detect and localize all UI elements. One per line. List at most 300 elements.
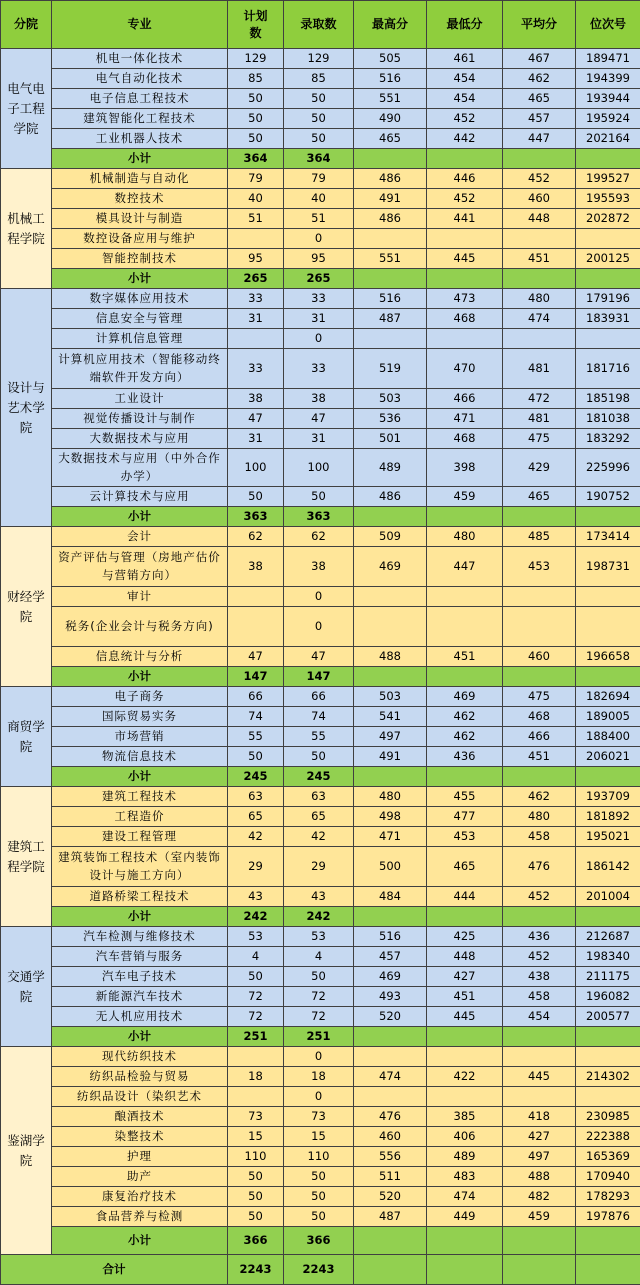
table-row: [1, 289, 640, 309]
min-score-cell: 442: [427, 129, 503, 149]
subtotal-row: [1, 667, 640, 687]
subtotal-label: 小计: [52, 507, 228, 527]
admitted-cell: 50: [284, 129, 354, 149]
min-score-cell: 453: [427, 827, 503, 847]
avg-score-cell: 429: [503, 449, 576, 487]
major-cell: 新能源汽车技术: [52, 987, 228, 1007]
major-cell: 大数据技术与应用（中外合作办学）: [52, 449, 228, 487]
rank-cell: [576, 587, 640, 607]
min-score-cell: 468: [427, 309, 503, 329]
max-score-cell: 490: [354, 109, 427, 129]
major-cell: 视觉传播设计与制作: [52, 409, 228, 429]
subtotal-empty-cell: [503, 767, 576, 787]
admitted-cell: 0: [284, 607, 354, 647]
plan-cell: 50: [228, 487, 284, 507]
rank-cell: 173414: [576, 527, 640, 547]
major-cell: 食品营养与检测: [52, 1207, 228, 1227]
major-cell: 现代纺织技术: [52, 1047, 228, 1067]
plan-cell: 85: [228, 69, 284, 89]
rank-cell: 200577: [576, 1007, 640, 1027]
min-score-cell: 477: [427, 807, 503, 827]
plan-cell: 65: [228, 807, 284, 827]
major-cell: 电子信息工程技术: [52, 89, 228, 109]
rank-cell: 181892: [576, 807, 640, 827]
avg-score-cell: 447: [503, 129, 576, 149]
subtotal-row: [1, 1027, 640, 1047]
max-score-cell: [354, 329, 427, 349]
avg-score-cell: 458: [503, 827, 576, 847]
admitted-cell: 50: [284, 1167, 354, 1187]
table-row: [1, 987, 640, 1007]
plan-cell: [228, 229, 284, 249]
header-major: 专业: [52, 1, 228, 49]
table-row: [1, 1127, 640, 1147]
admitted-cell: 50: [284, 89, 354, 109]
admitted-cell: 0: [284, 1047, 354, 1067]
major-cell: 建设工程管理: [52, 827, 228, 847]
college-name: 财经学院: [1, 527, 52, 687]
admitted-cell: 50: [284, 967, 354, 987]
avg-score-cell: 481: [503, 349, 576, 389]
min-score-cell: 454: [427, 69, 503, 89]
subtotal-row: [1, 269, 640, 289]
table-row: [1, 707, 640, 727]
plan-cell: 50: [228, 1187, 284, 1207]
avg-score-cell: 482: [503, 1187, 576, 1207]
subtotal-empty-cell: [427, 1027, 503, 1047]
plan-cell: 62: [228, 527, 284, 547]
min-score-cell: 462: [427, 707, 503, 727]
avg-score-cell: 467: [503, 49, 576, 69]
admitted-cell: 74: [284, 707, 354, 727]
plan-cell: [228, 587, 284, 607]
admitted-cell: 63: [284, 787, 354, 807]
max-score-cell: 509: [354, 527, 427, 547]
subtotal-label: 小计: [52, 667, 228, 687]
min-score-cell: 471: [427, 409, 503, 429]
avg-score-cell: 453: [503, 547, 576, 587]
min-score-cell: 473: [427, 289, 503, 309]
major-cell: 工业机器人技术: [52, 129, 228, 149]
avg-score-cell: 452: [503, 169, 576, 189]
admitted-cell: 50: [284, 1207, 354, 1227]
plan-cell: 33: [228, 289, 284, 309]
rank-cell: 199527: [576, 169, 640, 189]
total-label: 合计: [1, 1255, 228, 1285]
college-name: 建筑工程学院: [1, 787, 52, 927]
avg-score-cell: 418: [503, 1107, 576, 1127]
major-cell: 数控技术: [52, 189, 228, 209]
admitted-cell: 40: [284, 189, 354, 209]
max-score-cell: 493: [354, 987, 427, 1007]
admitted-cell: 73: [284, 1107, 354, 1127]
table-row: [1, 487, 640, 507]
avg-score-cell: 459: [503, 1207, 576, 1227]
table-row: [1, 69, 640, 89]
table-row: [1, 129, 640, 149]
table-row: [1, 787, 640, 807]
avg-score-cell: 462: [503, 69, 576, 89]
plan-cell: 129: [228, 49, 284, 69]
subtotal-label: 小计: [52, 1227, 228, 1255]
max-score-cell: [354, 1087, 427, 1107]
subtotal-row: [1, 767, 640, 787]
rank-cell: 197876: [576, 1207, 640, 1227]
admitted-cell: 55: [284, 727, 354, 747]
max-score-cell: 484: [354, 887, 427, 907]
avg-score-cell: 466: [503, 727, 576, 747]
min-score-cell: 449: [427, 1207, 503, 1227]
max-score-cell: 551: [354, 249, 427, 269]
subtotal-empty-cell: [354, 1227, 427, 1255]
table-row: [1, 687, 640, 707]
max-score-cell: 486: [354, 169, 427, 189]
major-cell: 云计算技术与应用: [52, 487, 228, 507]
rank-cell: 183931: [576, 309, 640, 329]
plan-cell: [228, 1047, 284, 1067]
rank-cell: [576, 607, 640, 647]
subtotal-admitted: 364: [284, 149, 354, 169]
major-cell: 机电一体化技术: [52, 49, 228, 69]
rank-cell: 189005: [576, 707, 640, 727]
min-score-cell: 469: [427, 687, 503, 707]
college-name: 交通学院: [1, 927, 52, 1047]
avg-score-cell: 475: [503, 687, 576, 707]
header-max-score: 最高分: [354, 1, 427, 49]
rank-cell: 189471: [576, 49, 640, 69]
max-score-cell: 556: [354, 1147, 427, 1167]
plan-cell: 66: [228, 687, 284, 707]
min-score-cell: 425: [427, 927, 503, 947]
avg-score-cell: 472: [503, 389, 576, 409]
subtotal-empty-cell: [427, 507, 503, 527]
rank-cell: 185198: [576, 389, 640, 409]
table-row: [1, 847, 640, 887]
table-row: [1, 947, 640, 967]
min-score-cell: 474: [427, 1187, 503, 1207]
admitted-cell: 95: [284, 249, 354, 269]
admitted-cell: 0: [284, 329, 354, 349]
table-row: [1, 109, 640, 129]
rank-cell: 165369: [576, 1147, 640, 1167]
max-score-cell: [354, 229, 427, 249]
rank-cell: 206021: [576, 747, 640, 767]
min-score-cell: 406: [427, 1127, 503, 1147]
min-score-cell: 452: [427, 109, 503, 129]
college-name: 鉴湖学院: [1, 1047, 52, 1255]
table-row: [1, 1207, 640, 1227]
max-score-cell: 491: [354, 189, 427, 209]
plan-cell: 18: [228, 1067, 284, 1087]
subtotal-empty-cell: [503, 507, 576, 527]
admitted-cell: 38: [284, 547, 354, 587]
admitted-cell: 47: [284, 409, 354, 429]
major-cell: 计算机应用技术（智能移动终端软件开发方向）: [52, 349, 228, 389]
min-score-cell: 451: [427, 987, 503, 1007]
min-score-cell: [427, 1087, 503, 1107]
avg-score-cell: 480: [503, 289, 576, 309]
min-score-cell: 489: [427, 1147, 503, 1167]
table-row: [1, 587, 640, 607]
subtotal-empty-cell: [576, 269, 640, 289]
avg-score-cell: 462: [503, 787, 576, 807]
plan-cell: [228, 1087, 284, 1107]
avg-score-cell: 452: [503, 947, 576, 967]
subtotal-empty-cell: [503, 269, 576, 289]
rank-cell: 212687: [576, 927, 640, 947]
subtotal-empty-cell: [427, 269, 503, 289]
plan-cell: 55: [228, 727, 284, 747]
subtotal-empty-cell: [354, 507, 427, 527]
min-score-cell: 468: [427, 429, 503, 449]
max-score-cell: 516: [354, 289, 427, 309]
rank-cell: 196658: [576, 647, 640, 667]
admitted-cell: 15: [284, 1127, 354, 1147]
plan-cell: 73: [228, 1107, 284, 1127]
admitted-cell: 43: [284, 887, 354, 907]
rank-cell: 202872: [576, 209, 640, 229]
max-score-cell: [354, 607, 427, 647]
rank-cell: 182694: [576, 687, 640, 707]
max-score-cell: 503: [354, 687, 427, 707]
avg-score-cell: 480: [503, 807, 576, 827]
table-row: [1, 887, 640, 907]
major-cell: 建筑智能化工程技术: [52, 109, 228, 129]
plan-cell: 42: [228, 827, 284, 847]
admitted-cell: 31: [284, 309, 354, 329]
rank-cell: [576, 1087, 640, 1107]
subtotal-empty-cell: [503, 1027, 576, 1047]
plan-cell: 50: [228, 747, 284, 767]
rank-cell: 202164: [576, 129, 640, 149]
avg-score-cell: [503, 329, 576, 349]
table-row: [1, 1087, 640, 1107]
min-score-cell: 466: [427, 389, 503, 409]
rank-cell: 211175: [576, 967, 640, 987]
admitted-cell: 50: [284, 747, 354, 767]
min-score-cell: 480: [427, 527, 503, 547]
admitted-cell: 100: [284, 449, 354, 487]
subtotal-label: 小计: [52, 1027, 228, 1047]
max-score-cell: 541: [354, 707, 427, 727]
plan-cell: 74: [228, 707, 284, 727]
subtotal-plan: 366: [228, 1227, 284, 1255]
rank-cell: 190752: [576, 487, 640, 507]
table-row: [1, 209, 640, 229]
plan-cell: 51: [228, 209, 284, 229]
subtotal-admitted: 265: [284, 269, 354, 289]
min-score-cell: [427, 229, 503, 249]
rank-cell: 198340: [576, 947, 640, 967]
major-cell: 国际贸易实务: [52, 707, 228, 727]
plan-cell: 72: [228, 987, 284, 1007]
plan-cell: 43: [228, 887, 284, 907]
max-score-cell: 476: [354, 1107, 427, 1127]
max-score-cell: 519: [354, 349, 427, 389]
rank-cell: 200125: [576, 249, 640, 269]
major-cell: 电气自动化技术: [52, 69, 228, 89]
major-cell: 市场营销: [52, 727, 228, 747]
admitted-cell: 129: [284, 49, 354, 69]
max-score-cell: 457: [354, 947, 427, 967]
plan-cell: 72: [228, 1007, 284, 1027]
major-cell: 染整技术: [52, 1127, 228, 1147]
rank-cell: 170940: [576, 1167, 640, 1187]
min-score-cell: 462: [427, 727, 503, 747]
max-score-cell: 465: [354, 129, 427, 149]
table-row: [1, 49, 640, 69]
min-score-cell: 422: [427, 1067, 503, 1087]
subtotal-empty-cell: [354, 907, 427, 927]
max-score-cell: 488: [354, 647, 427, 667]
major-cell: 无人机应用技术: [52, 1007, 228, 1027]
subtotal-empty-cell: [576, 667, 640, 687]
major-cell: 工程造价: [52, 807, 228, 827]
min-score-cell: 398: [427, 449, 503, 487]
table-row: [1, 229, 640, 249]
subtotal-admitted: 366: [284, 1227, 354, 1255]
max-score-cell: [354, 1047, 427, 1067]
plan-cell: 50: [228, 89, 284, 109]
avg-score-cell: 436: [503, 927, 576, 947]
rank-cell: [576, 329, 640, 349]
subtotal-plan: 363: [228, 507, 284, 527]
rank-cell: [576, 1047, 640, 1067]
subtotal-label: 小计: [52, 767, 228, 787]
subtotal-empty-cell: [354, 1027, 427, 1047]
subtotal-admitted: 147: [284, 667, 354, 687]
rank-cell: 179196: [576, 289, 640, 309]
min-score-cell: 470: [427, 349, 503, 389]
subtotal-empty-cell: [576, 907, 640, 927]
rank-cell: 225996: [576, 449, 640, 487]
max-score-cell: 536: [354, 409, 427, 429]
subtotal-empty-cell: [354, 667, 427, 687]
min-score-cell: 445: [427, 249, 503, 269]
max-score-cell: 469: [354, 547, 427, 587]
admitted-cell: 4: [284, 947, 354, 967]
avg-score-cell: 475: [503, 429, 576, 449]
table-row: [1, 747, 640, 767]
total-empty-cell: [503, 1255, 576, 1285]
major-cell: 信息安全与管理: [52, 309, 228, 329]
plan-cell: [228, 607, 284, 647]
max-score-cell: 487: [354, 1207, 427, 1227]
avg-score-cell: 452: [503, 887, 576, 907]
header-rank: 位次号: [576, 1, 640, 49]
table-row: [1, 409, 640, 429]
plan-cell: 79: [228, 169, 284, 189]
rank-cell: 195021: [576, 827, 640, 847]
rank-cell: 186142: [576, 847, 640, 887]
college-name: 机械工程学院: [1, 169, 52, 289]
admitted-cell: 38: [284, 389, 354, 409]
min-score-cell: 448: [427, 947, 503, 967]
max-score-cell: 486: [354, 209, 427, 229]
rank-cell: 195593: [576, 189, 640, 209]
min-score-cell: [427, 1047, 503, 1067]
admitted-cell: 33: [284, 289, 354, 309]
rank-cell: 196082: [576, 987, 640, 1007]
max-score-cell: 489: [354, 449, 427, 487]
plan-cell: 50: [228, 129, 284, 149]
table-row: [1, 927, 640, 947]
rank-cell: 178293: [576, 1187, 640, 1207]
admitted-cell: 79: [284, 169, 354, 189]
plan-cell: 15: [228, 1127, 284, 1147]
rank-cell: [576, 229, 640, 249]
avg-score-cell: 468: [503, 707, 576, 727]
avg-score-cell: 458: [503, 987, 576, 1007]
admitted-cell: 65: [284, 807, 354, 827]
min-score-cell: 444: [427, 887, 503, 907]
subtotal-empty-cell: [427, 667, 503, 687]
min-score-cell: 455: [427, 787, 503, 807]
avg-score-cell: 438: [503, 967, 576, 987]
plan-cell: 47: [228, 647, 284, 667]
admitted-cell: 53: [284, 927, 354, 947]
header-min-score: 最低分: [427, 1, 503, 49]
major-cell: 税务(企业会计与税务方向): [52, 607, 228, 647]
rank-cell: 195924: [576, 109, 640, 129]
admitted-cell: 29: [284, 847, 354, 887]
rank-cell: 181716: [576, 349, 640, 389]
plan-cell: 110: [228, 1147, 284, 1167]
table-row: [1, 1067, 640, 1087]
admitted-cell: 62: [284, 527, 354, 547]
max-score-cell: 503: [354, 389, 427, 409]
admitted-cell: 50: [284, 487, 354, 507]
major-cell: 智能控制技术: [52, 249, 228, 269]
major-cell: 物流信息技术: [52, 747, 228, 767]
avg-score-cell: [503, 1087, 576, 1107]
plan-cell: 33: [228, 349, 284, 389]
subtotal-label: 小计: [52, 907, 228, 927]
subtotal-empty-cell: [576, 507, 640, 527]
admitted-cell: 72: [284, 987, 354, 1007]
min-score-cell: 451: [427, 647, 503, 667]
table-row: [1, 389, 640, 409]
max-score-cell: 505: [354, 49, 427, 69]
table-row: [1, 527, 640, 547]
min-score-cell: 446: [427, 169, 503, 189]
admitted-cell: 50: [284, 1187, 354, 1207]
avg-score-cell: 460: [503, 647, 576, 667]
subtotal-row: [1, 907, 640, 927]
table-row: [1, 89, 640, 109]
avg-score-cell: 451: [503, 747, 576, 767]
subtotal-empty-cell: [354, 269, 427, 289]
plan-cell: 63: [228, 787, 284, 807]
admitted-cell: 72: [284, 1007, 354, 1027]
rank-cell: 198731: [576, 547, 640, 587]
max-score-cell: 520: [354, 1007, 427, 1027]
table-row: [1, 1107, 640, 1127]
major-cell: 建筑工程技术: [52, 787, 228, 807]
plan-cell: 31: [228, 309, 284, 329]
major-cell: 纺织品设计（染织艺术: [52, 1087, 228, 1107]
avg-score-cell: 457: [503, 109, 576, 129]
major-cell: 大数据技术与应用: [52, 429, 228, 449]
max-score-cell: 551: [354, 89, 427, 109]
avg-score-cell: [503, 1047, 576, 1067]
subtotal-empty-cell: [354, 767, 427, 787]
subtotal-plan: 265: [228, 269, 284, 289]
avg-score-cell: 460: [503, 189, 576, 209]
college-name: 商贸学院: [1, 687, 52, 787]
min-score-cell: 427: [427, 967, 503, 987]
max-score-cell: 497: [354, 727, 427, 747]
